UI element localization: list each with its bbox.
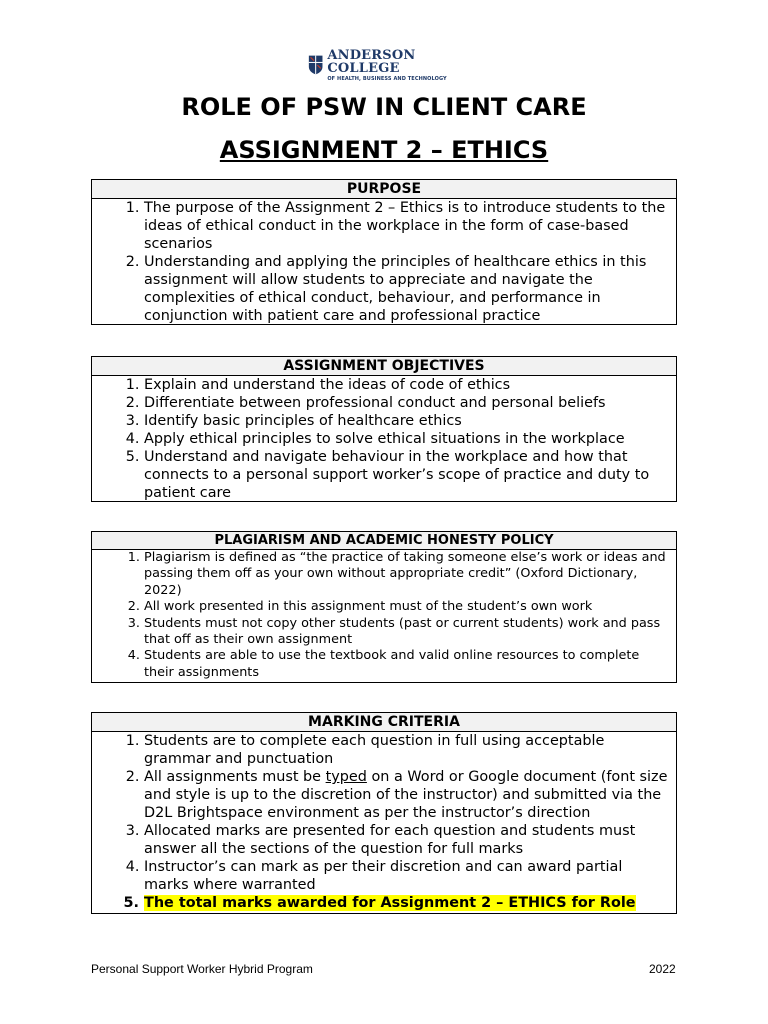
list-item: 2. All work presented in this assignment must of the student’s own work xyxy=(144,599,668,615)
footer-program: Personal Support Worker Hybrid Program xyxy=(91,962,313,976)
marking-list xyxy=(92,732,668,912)
marking-section xyxy=(91,712,677,914)
list-item: 2. Understanding and applying the principles of healthcare ethics in this assignment will allow students to appreciate and navigate the complexities of ethical conduct, behaviour, and performance in conjunction with patient care and professional practice xyxy=(144,253,668,325)
item-text: All assignments must be xyxy=(144,769,326,785)
list-item: 3. Allocated marks are presented for each question and students must answer all the sections of the question for full marks xyxy=(144,822,668,858)
list-item: 1. The purpose of the Assignment 2 – Ethics is to introduce students to the ideas of ethical conduct in the workplace in the form of case-based scenarios xyxy=(144,199,668,253)
objectives-section xyxy=(91,356,677,502)
list-item: 3. Students must not copy other students (past or current students) work and pass that off as their own assignment xyxy=(144,616,668,649)
college-logo xyxy=(308,47,468,82)
objectives-heading: ASSIGNMENT OBJECTIVES xyxy=(92,357,676,376)
list-item xyxy=(144,768,668,822)
objectives-list xyxy=(92,376,668,502)
list-item: 4. Apply ethical principles to solve ethical situations in the workplace xyxy=(144,430,668,448)
footer-year: 2022 xyxy=(649,962,676,976)
plagiarism-list xyxy=(92,550,668,681)
document-title: ROLE OF PSW IN CLIENT CARE xyxy=(181,93,587,121)
item-text: on a Word or Google document (font size and style is up to the discretion of the instructor) and submitted via the D2L Brightspace environment as per the instructor’s direction xyxy=(144,769,668,821)
list-item: 1. Students are to complete each question in full using acceptable grammar and punctuation xyxy=(144,732,668,768)
list-item: 1. Explain and understand the ideas of code of ethics xyxy=(144,376,668,394)
purpose-heading: PURPOSE xyxy=(92,180,676,199)
highlighted-text: The total marks awarded for Assignment 2 – ETHICS for Role xyxy=(144,895,636,911)
plagiarism-heading: PLAGIARISM AND ACADEMIC HONESTY POLICY xyxy=(92,532,676,550)
underlined-word: typed xyxy=(325,769,367,785)
list-item: 5. Understand and navigate behaviour in the workplace and how that connects to a personal support worker’s scope of practice and duty to patient care xyxy=(144,448,668,502)
college-crest-icon xyxy=(308,53,323,77)
purpose-list xyxy=(92,199,668,325)
list-item: 1. Plagiarism is defined as “the practice of taking someone else’s work or ideas and passing them off as your own without appropriate credit” (Oxford Dictionary, 2022) xyxy=(144,550,668,599)
list-item: 3. Identify basic principles of healthcare ethics xyxy=(144,412,668,430)
plagiarism-section xyxy=(91,531,677,683)
list-item: 4. Instructor’s can mark as per their discretion and can award partial marks where warranted xyxy=(144,858,668,894)
document-subtitle: ASSIGNMENT 2 – ETHICS xyxy=(219,136,549,164)
purpose-section xyxy=(91,179,677,325)
marking-heading: MARKING CRITERIA xyxy=(92,713,676,732)
list-item: 4. Students are able to use the textbook and valid online resources to complete their assignments xyxy=(144,648,668,681)
list-item: 2. Differentiate between professional conduct and personal beliefs xyxy=(144,394,668,412)
logo-name: ANDERSON COLLEGE xyxy=(327,47,416,76)
highlighted-list-item xyxy=(144,894,668,912)
logo-subtitle: OF HEALTH, BUSINESS AND TECHNOLOGY xyxy=(327,75,447,82)
